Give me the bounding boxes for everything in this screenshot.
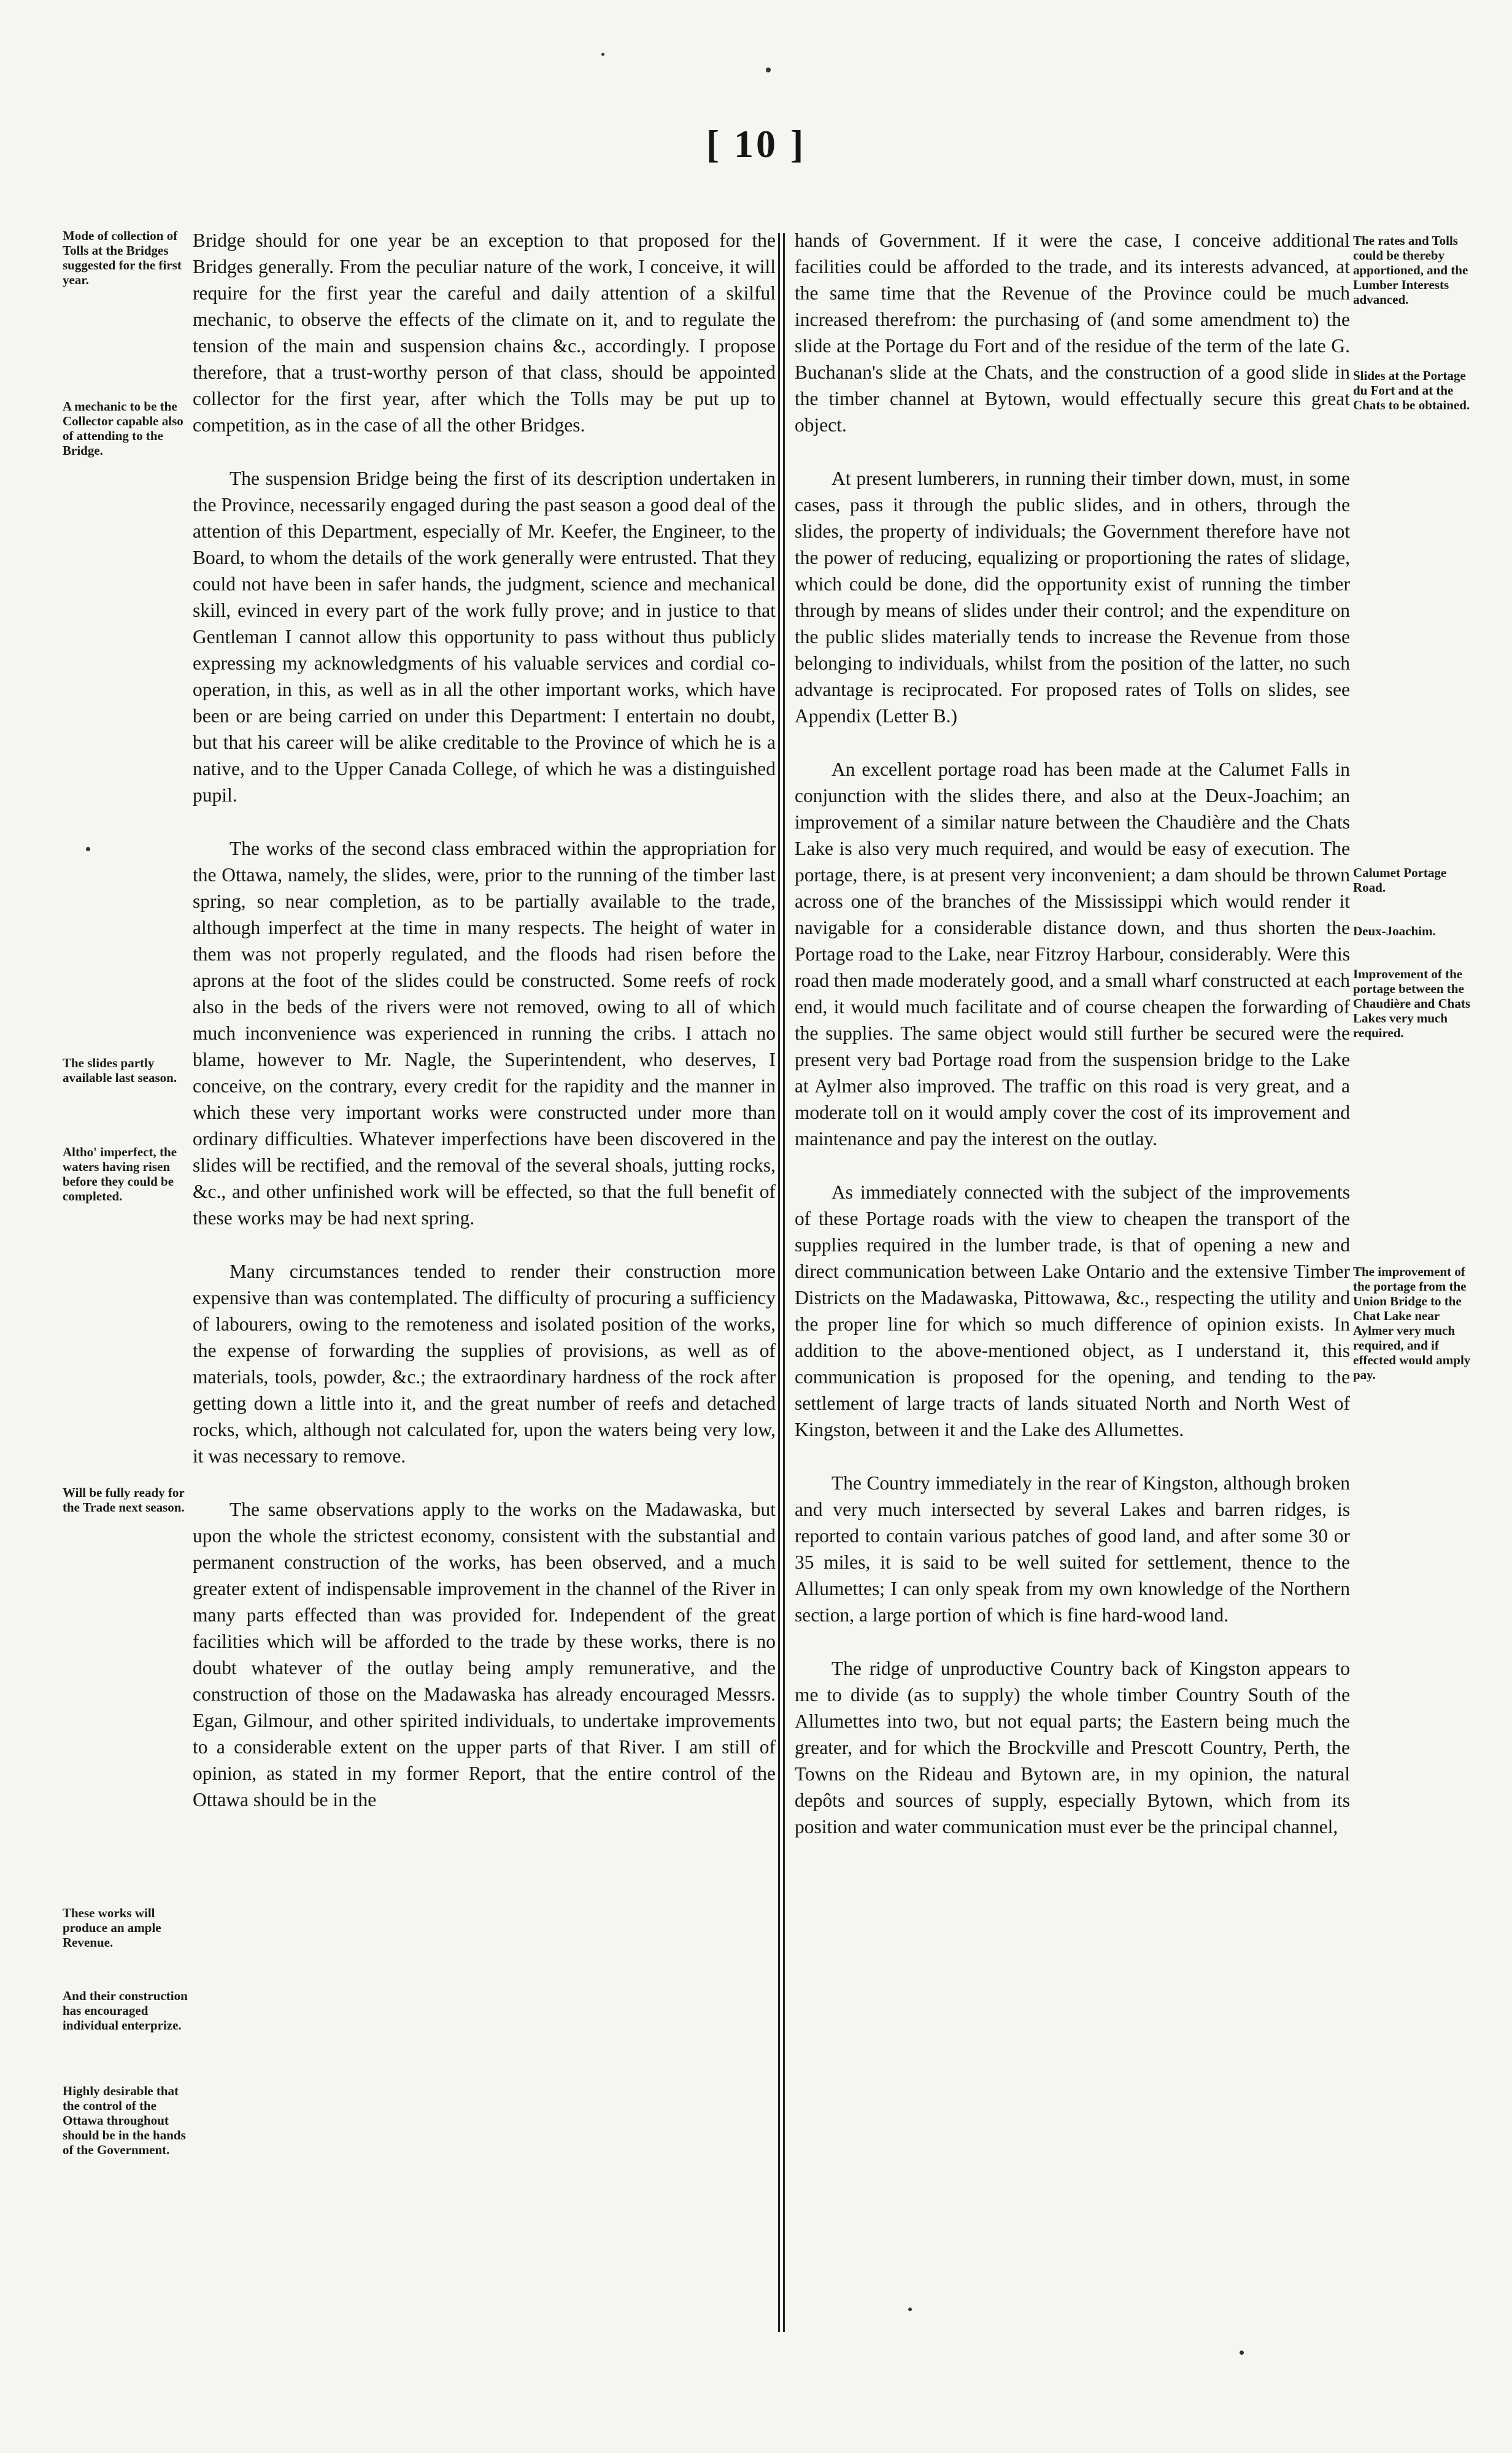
margin-note: Altho' imperfect, the waters having risen before they could be completed. (63, 1145, 177, 1203)
column-rule-left (778, 233, 780, 2332)
left-column (193, 227, 776, 1840)
paragraph: The same observations apply to the works on the Madawaska, but upon the whole the strictest economy, consistent with the substantial and permanent construction of the works, has been observed, and a much greater extent of indispensable improvement in the channel of the River in many parts effected than was provided for. Independent of the great facilities which will be afforded to the trade by these works, there is no doubt whatever of the outlay being amply remunerative, and the construction of those on the Madawaska has already encouraged Messrs. Egan, Gilmour, and other spirited individuals, to undertake improvements to a considerable extent on the upper parts of that River. I am still of opinion, as stated in my former Report, that the entire control of the Ottawa should be in the (193, 1499, 776, 1810)
right-column (795, 227, 1350, 1867)
paragraph: As immediately connected with the subject of the improvements of these Portage roads with the view to cheapen the transport of the supplies required in the lumber trade, is that of opening a new and direct communication between Lake Ontario and the extensive Timber Districts on the Madawaska, Pittowawa, &c., respecting the utility and the proper line for which so much difference of opinion exists. In addition to the above-mentioned object, as I understand it, this communication is proposed for the opening, and tending to the settlement of large tracts of lands situated North and North West of Kingston, between it and the Lake des Allumettes. (795, 1181, 1350, 1440)
margin-note: Deux-Joachim. (1353, 924, 1436, 938)
column-rule-right (783, 233, 785, 2332)
ink-speck (1240, 2351, 1244, 2355)
ink-speck (908, 2308, 912, 2311)
ink-speck (601, 53, 604, 56)
margin-note: Will be fully ready for the Trade next season. (63, 1485, 185, 1515)
margin-note: The improvement of the portage from the Union Bridge to the Chat Lake near Aylmer very much required, and if effected would amply pay. (1353, 1264, 1471, 1382)
margin-note: Slides at the Portage du Fort and at the Chats to be obtained. (1353, 368, 1470, 412)
margin-note: These works will produce an ample Revenue. (63, 1906, 161, 1950)
paragraph: The Country immediately in the rear of Kingston, although broken and very much intersected by several Lakes and barren ridges, is reported to contain various patches of good land, and after some 30 or 35 miles, it is said to be well suited for settlement, thence to the Allumettes; I can only speak from my own knowledge of the Northern section, a large portion of which is fine hard-wood land. (795, 1472, 1350, 1626)
paragraph: The ridge of unproductive Country back of Kingston appears to me to divide (as to supply) the whole timber Country South of the Allumettes into two, but not equal parts; the Eastern being much the greater, and for which the Brockville and Prescott Country, Perth, the Towns on the Rideau and Bytown are, in my opinion, the natural depôts and sources of supply, especially Bytown, which from its position and water communication must ever be the principal channel, (795, 1658, 1350, 1837)
margin-note: Highly desirable that the control of the Ottawa throughout should be in the hands of the Government. (63, 2084, 186, 2157)
margin-note: Improvement of the portage between the Chaudière and Chats Lakes very much required. (1353, 967, 1470, 1040)
margin-note: Mode of collection of Tolls at the Bridges suggested for the first year. (63, 228, 182, 287)
paragraph: The suspension Bridge being the first of its description undertaken in the Province, necessarily engaged during the past season a good deal of the attention of this Department, especially of Mr. Keefer, the Engineer, to the Board, to whom the details of the work generally were entrusted. That they could not have been in safer hands, the judgment, science and mechanical skill, evinced in every part of the work fully prove; and in justice to that Gentleman I cannot allow this opportunity to pass without thus publicly expressing my acknowledgments of his valuable services and cordial co-operation, in this, as well as in all the other important works, which have been or are being carried on under this Department: I entertain no doubt, but that his career will be alike creditable to the Province of which he is a native, and to the Upper Canada College, of which he was a distinguished pupil. (193, 468, 776, 806)
paragraph: The works of the second class embraced within the appropriation for the Ottawa, namely, the slides, were, prior to the running of the timber last spring, so near completion, as to be partially available to the trade, although imperfect at the time in many respects. The height of water in them was not properly regulated, and the floods had risen before the aprons at the foot of the slides could be constructed. Some reefs of rock also in the beds of the rivers were not removed, owing to all of which much inconvenience was experienced in running the cribs. I attach no blame, however to Mr. Nagle, the Superintendent, who deserves, I conceive, on the contrary, every credit for the rapidity and the manner in which these very important works were constructed under more than ordinary difficulties. Whatever imperfections have been discovered in the slides will be rectified, and the removal of the several shoals, jutting rocks, &c., and other unfinished work will be effected, so that the full benefit of these works may be had next spring. (193, 838, 776, 1229)
paragraph: hands of Government. If it were the case, I conceive additional facilities could be afforded to the trade, and its interests advanced, at the same time that the Revenue of the Province could be much increased therefrom: the purchasing of (and some amendment to) the slide at the Portage du Fort and of the residue of the term of the late G. Buchanan's slide at the Chats, and the construction of a good slide in the timber channel at Bytown, would effectually secure this great object. (795, 230, 1350, 436)
paragraph: An excellent portage road has been made at the Calumet Falls in conjunction with the slides there, and also at the Deux-Joachim; an improvement of a similar nature between the Chaudière and the Chats Lake is also very much required, and would be easy of execution. The portage, there, is at present very inconvenient; a dam should be thrown across one of the branches of the Mississippi which would render it navigable for a considerable distance down, and thus shorten the Portage road to the Lake, near Fitzroy Harbour, considerably. Were this road then made moderately good, and a small wharf constructed at each end, it would much facilitate and of course cheapen the forwarding of the supplies. The same object would still further be secured were the present very bad Portage road from the suspension bridge to the Lake at Aylmer also improved. The traffic on this road is very great, and a moderate toll on it would amply cover the cost of its improvement and maintenance and pay the interest on the outlay. (795, 759, 1350, 1149)
margin-note: A mechanic to be the Collector capable also of attending to the Bridge. (63, 399, 183, 458)
margin-note: Calumet Portage Road. (1353, 865, 1447, 895)
ink-speck (86, 847, 90, 851)
ink-speck (766, 68, 771, 72)
page-number: [ 10 ] (706, 122, 806, 166)
margin-note: The slides partly available last season. (63, 1056, 177, 1085)
paragraph: Many circumstances tended to render their construction more expensive than was contemplated. The difficulty of procuring a sufficiency of labourers, owing to the remoteness and isolated position of the works, the expense of forwarding the supplies of provisions, as well as of materials, tools, powder, &c.; the extraordinary hardness of the rock after getting down a little into it, and the great number of reefs and detached rocks, which, although not calculated for, upon the waters being very low, it was necessary to remove. (193, 1261, 776, 1467)
margin-note: The rates and Tolls could be thereby apportioned, and the Lumber Interests advanced. (1353, 233, 1468, 307)
margin-note: And their construction has encouraged individual enterprize. (63, 1988, 188, 2033)
paragraph: Bridge should for one year be an exception to that proposed for the Bridges generally. From the peculiar nature of the work, I conceive, it will require for the first year the careful and daily attention of a skilful mechanic, to observe the effects of the climate on it, and to regulate the tension of the main and suspension chains &c., accordingly. I propose therefore, that a trust-worthy person of that class, should be appointed collector for the first year, after which the Tolls may be put up to competition, as in the case of all the other Bridges. (193, 230, 776, 436)
paragraph: At present lumberers, in running their timber down, must, in some cases, pass it through the public slides, and in others, through the slides, the property of individuals; the Government therefore have not the power of reducing, equalizing or proportioning the rates of slidage, which could be done, did the opportunity exist of running the timber through by means of slides under their control; and the expenditure on the public slides materially tends to increase the Revenue from those belonging to individuals, whilst from the position of the latter, no such advantage is reciprocated. For proposed rates of Tolls on slides, see Appendix (Letter B.) (795, 468, 1350, 727)
